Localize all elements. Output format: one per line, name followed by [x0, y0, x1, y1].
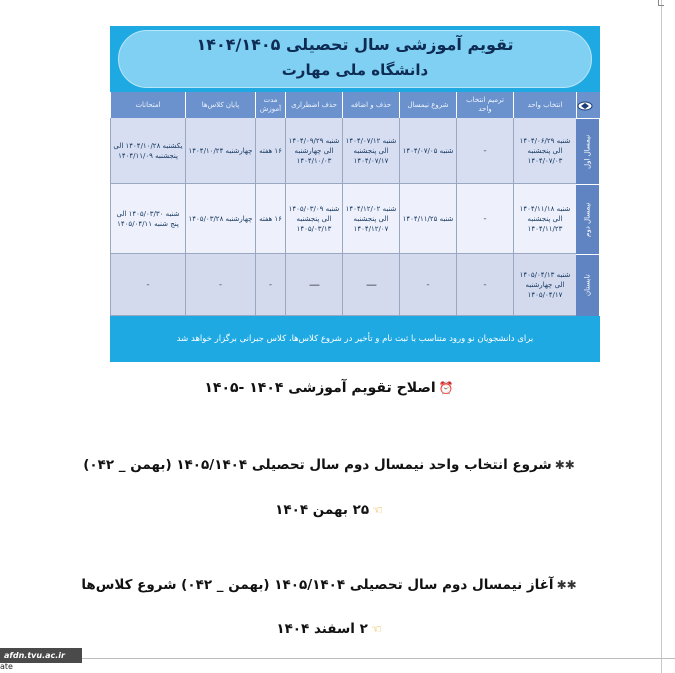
header-cell: انتخاب واحد: [513, 92, 576, 118]
pointing-hand-icon: ☜: [372, 503, 383, 517]
announcement-item-text: شروع انتخاب واحد نیمسال دوم سال تحصیلی ۱۴۰۵/۱۴۰۴ (بهمن _ ۰۴۲): [83, 457, 552, 473]
table-cell: ۱۶ هفته: [255, 118, 285, 184]
academic-calendar-image: [110, 26, 600, 362]
row-label: نیمسال اول: [576, 118, 600, 184]
announcement-title-text: اصلاح تقویم آموزشی ۱۴۰۴ -۱۴۰۵: [204, 380, 436, 396]
header-cell: پایان کلاس‌ها: [185, 92, 255, 118]
site-watermark: afdn.tvu.ac.ir: [0, 648, 82, 663]
row-label: تابستان: [576, 254, 600, 316]
table-cell: شنبه ۱۴۰۵/۰۳/۳۰ الی پنج شنبه ۱۴۰۵/۰۴/۱۱: [110, 184, 185, 254]
table-row: [110, 184, 600, 254]
alarm-clock-icon: ⏰: [438, 381, 454, 395]
header-cell: حذف و اضافه: [342, 92, 399, 118]
calendar-footer: [110, 316, 600, 362]
page-edge-rule: [661, 0, 662, 673]
announcement-date-text: ۲ اسفند ۱۴۰۴: [276, 621, 368, 637]
page-corner-mark: [658, 0, 664, 6]
page-bottom-rule: [0, 658, 675, 659]
university-logo-icon: [577, 101, 593, 111]
table-cell: -: [110, 254, 185, 316]
header-cell: امتحانات: [110, 92, 185, 118]
announcement-item-text: آغاز نیمسال دوم سال تحصیلی ۱۴۰۵/۱۴۰۴ (بهمن _ ۰۴۲) شروع کلاس‌ها: [81, 577, 554, 593]
table-cell: —: [285, 254, 342, 316]
status-text: ate: [0, 662, 13, 671]
header-cell: مدت آموزش: [255, 92, 285, 118]
table-cell: -: [399, 254, 456, 316]
table-cell: —: [342, 254, 399, 316]
table-cell: یکشنبه ۱۴۰۴/۱۰/۲۸ الی پنجشنبه ۱۴۰۴/۱۱/۰۹: [110, 118, 185, 184]
row-label: نیمسال دوم: [576, 184, 600, 254]
table-cell: چهارشنبه ۱۴۰۴/۱۰/۲۴: [185, 118, 255, 184]
table-cell: ۱۶ هفته: [255, 184, 285, 254]
table-cell: شنبه ۱۴۰۴/۰۶/۲۹ الی پنجشنبه ۱۴۰۴/۰۷/۰۳: [513, 118, 576, 184]
table-cell: شنبه ۱۴۰۴/۱۲/۰۲ الی پنجشنبه ۱۴۰۴/۱۲/۰۷: [342, 184, 399, 254]
announcement-date: [0, 502, 661, 518]
header-cell: شروع نیمسال: [399, 92, 456, 118]
announcement-title: [0, 380, 661, 396]
table-cell: چهارشنبه ۱۴۰۵/۰۳/۲۸: [185, 184, 255, 254]
table-cell: شنبه ۱۴۰۵/۰۴/۱۳ الی چهارشنبه ۱۴۰۵/۰۴/۱۷: [513, 254, 576, 316]
calendar-footer-note: برای دانشجویان نو ورود متناسب با ثبت نام و تأخیر در شروع کلاس‌ها، کلاس جبرانی برگزار خواهد شد: [176, 334, 534, 344]
announcement-date-text: ۲۵ بهمن ۱۴۰۴: [275, 502, 370, 518]
table-row: [110, 254, 600, 316]
table-cell: شنبه ۱۴۰۴/۰۷/۰۵: [399, 118, 456, 184]
asterisk-icon: ✱✱: [554, 458, 575, 472]
table-cell: شنبه ۱۴۰۴/۱۱/۲۵: [399, 184, 456, 254]
table-cell: -: [255, 254, 285, 316]
asterisk-icon: ✱✱: [556, 578, 577, 592]
table-cell: شنبه ۱۴۰۴/۰۷/۱۲ الی پنجشنبه ۱۴۰۴/۰۷/۱۷: [342, 118, 399, 184]
calendar-header-row: [110, 92, 600, 118]
table-cell: -: [185, 254, 255, 316]
announcement-date: [0, 621, 661, 637]
calendar-title: تقویم آموزشی سال تحصیلی ۱۴۰۴/۱۴۰۵: [196, 35, 514, 54]
table-cell: شنبه ۱۴۰۵/۰۳/۰۹ الی پنجشنبه ۱۴۰۵/۰۳/۱۳: [285, 184, 342, 254]
table-cell: -: [456, 254, 513, 316]
table-cell: -: [456, 118, 513, 184]
announcement-item: [0, 577, 661, 593]
announcement-item: [0, 457, 661, 473]
table-row: [110, 118, 600, 184]
calendar-header: [110, 26, 600, 92]
pointing-hand-icon: ☜: [370, 622, 382, 636]
header-cell: حذف اضطراری: [285, 92, 342, 118]
table-cell: شنبه ۱۴۰۴/۰۹/۲۹ الی چهارشنبه ۱۴۰۴/۱۰/۰۳: [285, 118, 342, 184]
calendar-subtitle: دانشگاه ملی مهارت: [281, 61, 429, 79]
table-cell: -: [456, 184, 513, 254]
table-cell: شنبه ۱۴۰۴/۱۱/۱۸ الی پنجشنبه ۱۴۰۴/۱۱/۲۳: [513, 184, 576, 254]
header-cell: ترمیم انتخاب واحد: [456, 92, 513, 118]
